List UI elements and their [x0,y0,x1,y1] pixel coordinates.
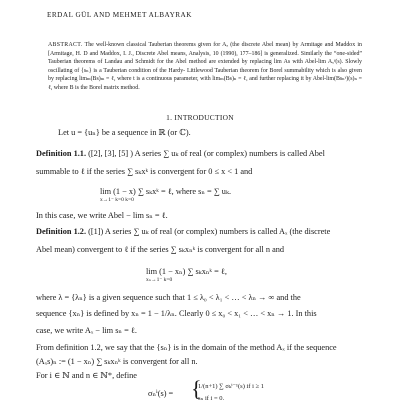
abstract-line: Similarly the “one-sided” Tauberian theorems of Landau and Schmidt for the Abel method are extended [48,50,363,65]
abstract-line: by replacing lim As with Abel-lim Aₓᵞ(s). Slowly oscillating of {sₙ} is a Tauberian condition of the Hardy- [48,59,363,74]
definition-1-2-equation: lim (1 − xₙ) ∑ sₖxₙᵏ = ℓ, [146,267,227,276]
definition-1-1-line2: summable to ℓ if the series ∑ sₖxᵏ is convergent for 0 ≤ x < 1 and [36,167,253,176]
sigma-case-1: 1/(n+1) ∑ σₖⁱ⁻¹(s) if i ≥ 1 [198,383,264,390]
definition-1-1-equation-limits: x→1⁻ k=0 k=0 [100,197,134,203]
abstract-line: a continuous parameter, with limₘ(Bs)ₙ = ℓ, and further replacing it by Abel-lim(Bsₙᵞ)(s)ₙ = ℓ, where B is [48,76,362,91]
sigma-case-2: sₙ if i = 0. [198,395,225,402]
definition-1-2-line2: Abel mean) convergent to ℓ if the series ∑ sₖxₙᵏ is convergent for all n and [36,245,285,254]
abstract-label: ABSTRACT. [48,42,83,48]
definition-1-1-tail: In this case, we write Abel − lim sₙ = ℓ. [36,211,168,220]
definition-1-2-equation-limits: xₙ→1⁻ k=0 [146,277,173,283]
definition-1-2-line3: where λ = {λₙ} is a given sequence such that 1 ≤ λ₀ < λ₁ < … < λₙ → ∞ and the [36,293,301,302]
paragraph-line: (Aₓs)ₙ := (1 − xₙ) ∑ sₖxₙᵏ is convergent for all n. [36,357,198,366]
abstract-line: The well-known classical Tauberian theorems given for Aₓ (the discrete Abel mean) by Armitage [84,42,323,48]
running-header-authors: ERDAL GÜL AND MEHMET ALBAYRAK [47,11,192,19]
abstract [48,41,362,92]
abstract-line: and Maddox in [Armitage, H. D and Maddox, I. J., Discrete Abel means, Analysis, 10 (1990), 177–186] is generalized. [48,42,362,57]
definition-1-2-text: ([1]) A series ∑ uₖ of real (or complex) numbers is called Aₓ (the discrete [88,227,331,236]
definition-1-1 [36,148,325,158]
paragraph-line: From definition 1.2, we say that the {sₙ} is in the domain of the method Aₓ if the sequence [36,343,337,352]
definition-1-2 [36,226,330,236]
definition-1-2-line5: case, we write Aₓ − lim sₙ = ℓ. [36,326,137,335]
abstract-line: the Borel matrix method. [80,84,140,91]
paragraph-line: For i ∈ ℕ and n ∈ ℕ*, define [36,371,137,380]
definition-1-1-label: Definition 1.1. [36,149,87,158]
definition-1-1-equation: lim (1 − x) ∑ sₖxᵏ = ℓ, where sₙ = ∑ uₖ. [100,187,232,196]
definition-1-2-label: Definition 1.2. [36,227,87,236]
left-brace-symbol: { [191,376,202,401]
abstract-line: Littlewood Tauberian theorem for Borel summability which is also given by replacing limₘ(Bs)ₘ = ℓ, where t is [48,67,362,82]
sigma-definition-lhs: σₙⁱ(s) = [148,389,174,398]
section-heading: 1. INTRODUCTION [166,113,234,122]
definition-1-2-line4: sequence {xₙ} is defined by xₙ = 1 − 1/λₙ. Clearly 0 ≤ x₀ < x₁ < … < xₙ → 1. In this [36,309,317,318]
definition-1-1-text: ([2], [3], [5] ) A series ∑ uₖ of real (or complex) numbers is called Abel [88,149,325,158]
intro-sentence: Let u = {uₙ} be a sequence in ℝ (or ℂ). [58,128,191,137]
